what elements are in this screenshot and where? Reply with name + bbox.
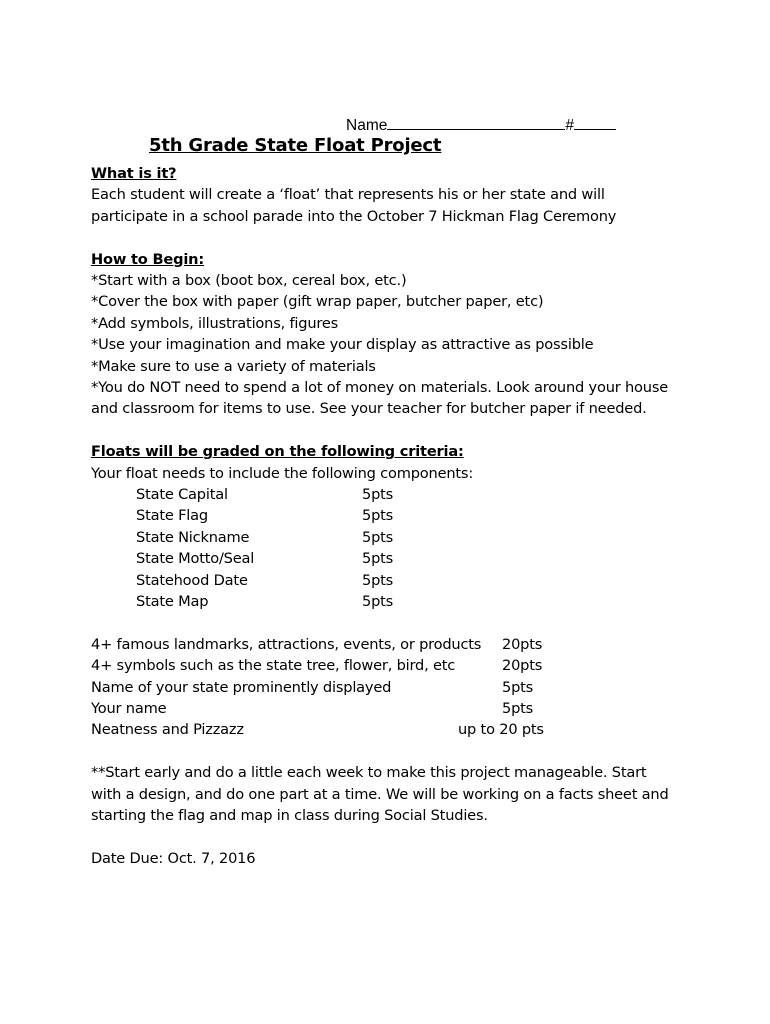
component-label: State Flag	[136, 507, 208, 525]
extra-criteria-points: 20pts	[502, 657, 543, 675]
component-row	[91, 570, 691, 591]
criteria-heading: Floats will be graded on the following criteria:	[91, 443, 464, 461]
component-label: State Map	[136, 593, 209, 611]
number-blank	[574, 115, 616, 130]
extra-criteria-row	[91, 634, 691, 655]
page-title: 5th Grade State Float Project	[149, 135, 442, 156]
component-label: State Motto/Seal	[136, 550, 255, 568]
component-label: Statehood Date	[136, 571, 248, 589]
component-row	[91, 505, 691, 526]
extra-criteria-label: 4+ famous landmarks, attractions, events, or products	[91, 635, 482, 653]
closing-line-3: starting the flag and map in class during Social Studies.	[91, 806, 488, 824]
component-row	[91, 548, 691, 569]
extra-criteria-row	[91, 655, 691, 676]
extra-criteria-points: 20pts	[502, 635, 543, 653]
extra-criteria-row	[91, 719, 691, 740]
extra-criteria-label: 4+ symbols such as the state tree, flower, bird, etc	[91, 657, 456, 675]
instruction-item: *Cover the box with paper (gift wrap paper, butcher paper, etc)	[91, 293, 544, 311]
instruction-item: *Make sure to use a variety of materials	[91, 357, 376, 375]
name-blank	[387, 115, 565, 130]
extra-criteria-label: Name of your state prominently displayed	[91, 678, 392, 696]
document-body	[91, 163, 691, 869]
extra-criteria-row	[91, 698, 691, 719]
number-label: #	[565, 117, 574, 134]
what-is-it-line-2: participate in a school parade into the October 7 Hickman Flag Ceremony	[91, 207, 617, 225]
extra-criteria-points: 5pts	[502, 699, 534, 717]
name-label: Name	[346, 117, 388, 134]
extra-criteria-label: Neatness and Pizzazz	[91, 721, 244, 739]
instruction-item: and classroom for items to use. See your teacher for butcher paper if needed.	[91, 400, 647, 418]
closing-line-1: **Start early and do a little each week to make this project manageable. Start	[91, 764, 647, 782]
component-points: 5pts	[362, 486, 394, 504]
extra-criteria-label: Your name	[91, 699, 167, 717]
component-points: 5pts	[362, 571, 394, 589]
instruction-item: *You do NOT need to spend a lot of money on materials. Look around your house	[91, 379, 668, 397]
instruction-item: *Start with a box (boot box, cereal box, etc.)	[91, 272, 407, 290]
criteria-intro: Your float needs to include the following components:	[91, 464, 474, 482]
component-points: 5pts	[362, 528, 394, 546]
component-label: State Nickname	[136, 528, 250, 546]
component-row	[91, 484, 691, 505]
component-row	[91, 527, 691, 548]
name-number-line	[346, 115, 676, 135]
component-points: 5pts	[362, 593, 394, 611]
component-row	[91, 591, 691, 612]
extra-criteria-row	[91, 677, 691, 698]
how-to-begin-heading: How to Begin:	[91, 250, 204, 268]
closing-line-2: with a design, and do one part at a time. We will be working on a facts sheet and	[91, 785, 669, 803]
extra-criteria-points: up to 20 pts	[458, 721, 544, 739]
component-points: 5pts	[362, 507, 394, 525]
component-points: 5pts	[362, 550, 394, 568]
what-is-it-line-1: Each student will create a ‘float’ that represents his or her state and will	[91, 186, 605, 204]
component-label: State Capital	[136, 486, 228, 504]
what-is-it-heading: What is it?	[91, 165, 177, 182]
instruction-item: *Add symbols, illustrations, figures	[91, 314, 339, 332]
due-date: Date Due: Oct. 7, 2016	[91, 849, 256, 867]
extra-criteria-points: 5pts	[502, 678, 534, 696]
instruction-item: *Use your imagination and make your display as attractive as possible	[91, 336, 594, 354]
